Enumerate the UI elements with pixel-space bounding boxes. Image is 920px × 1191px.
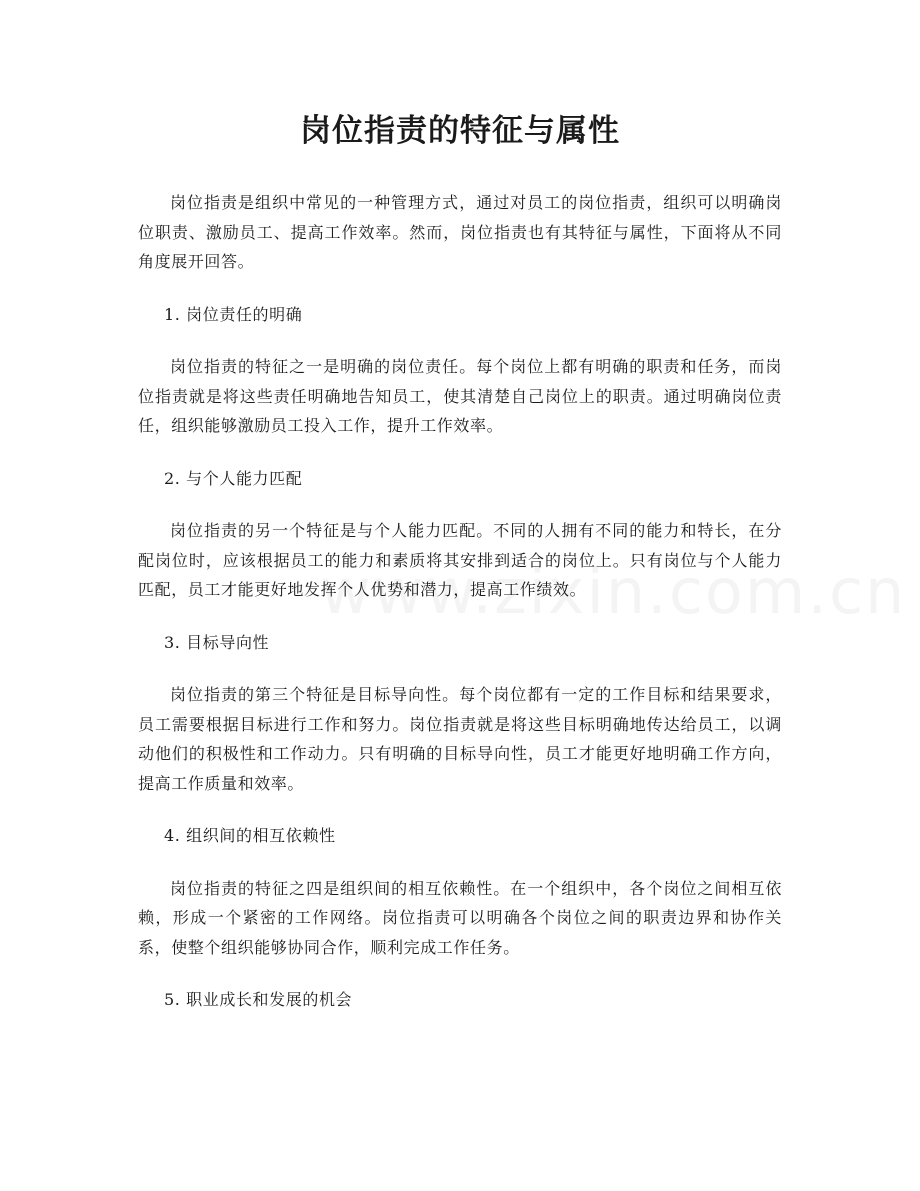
- section-body-2: 岗位指责的另一个特征是与个人能力匹配。不同的人拥有不同的能力和特长，在分配岗位时，应该根据员工的能力和素质将其安排到适合的岗位上。只有岗位与个人能力匹配，员工才能更好地发挥个人优势和潜力，提高工作绩效。: [138, 521, 782, 599]
- section-body-1: 岗位指责的特征之一是明确的岗位责任。每个岗位上都有明确的职责和任务，而岗位指责就是将这些责任明确地告知员工，使其清楚自己岗位上的职责。通过明确岗位责任，组织能够激励员工投入工作，提升工作效率。: [138, 357, 782, 435]
- section-body-3: 岗位指责的第三个特征是目标导向性。每个岗位都有一定的工作目标和结果要求，员工需要根据目标进行工作和努力。岗位指责就是将这些目标明确地传达给员工，以调动他们的积极性和工作动力。只有明确的目标导向性，员工才能更好地明确工作方向，提高工作质量和效率。: [138, 685, 782, 793]
- intro-paragraph: 岗位指责是组织中常见的一种管理方式，通过对员工的岗位指责，组织可以明确岗位职责、激励员工、提高工作效率。然而，岗位指责也有其特征与属性，下面将从不同角度展开回答。: [138, 193, 782, 271]
- section-heading-2: 2. 与个人能力匹配: [164, 468, 303, 488]
- section-heading-1: 1. 岗位责任的明确: [164, 304, 303, 324]
- section-heading-4: 4. 组织间的相互依赖性: [164, 826, 336, 845]
- section-body-4: 岗位指责的特征之四是组织间的相互依赖性。在一个组织中，各个岗位之间相互依赖，形成一个紧密的工作网络。岗位指责可以明确各个岗位之间的职责边界和协作关系，使整个组织能够协同合作，顺利完成工作任务。: [138, 878, 782, 957]
- document-title: 岗位指责的特征与属性: [300, 113, 620, 149]
- section-heading-3: 3. 目标导向性: [164, 632, 270, 652]
- section-heading-5: 5. 职业成长和发展的机会: [164, 990, 353, 1009]
